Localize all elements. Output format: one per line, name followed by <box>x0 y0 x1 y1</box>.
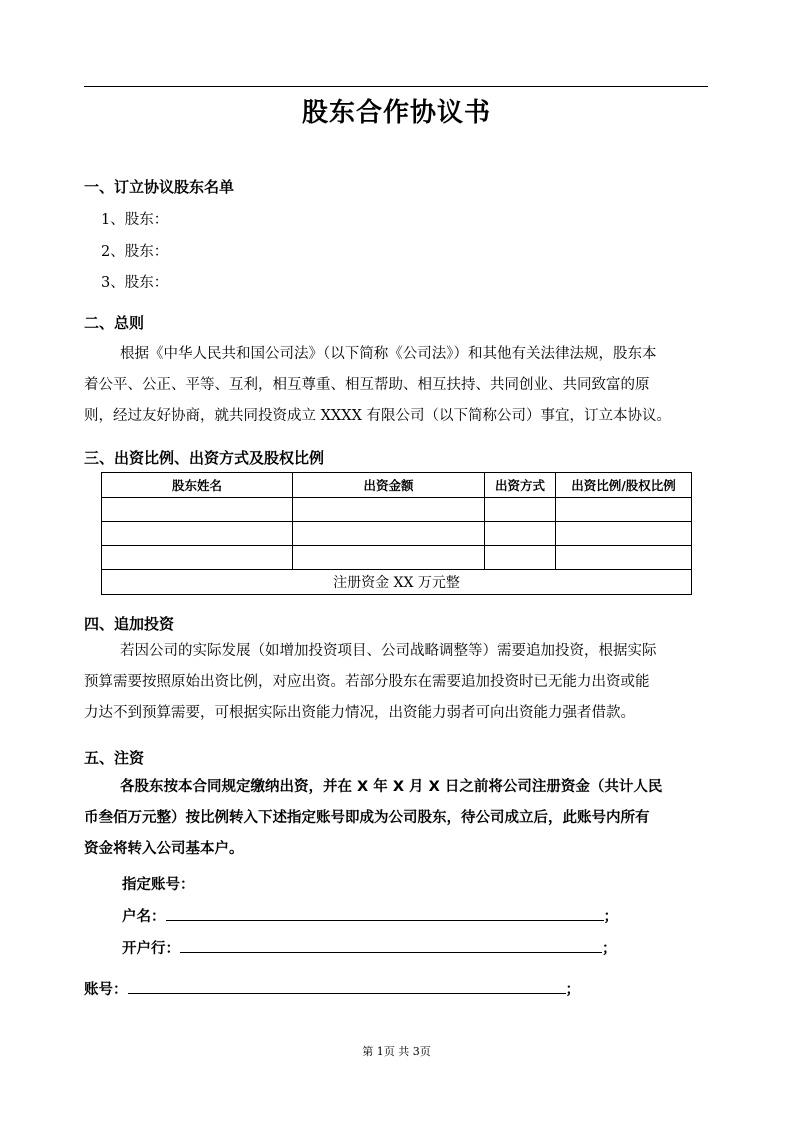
table-total-row <box>102 570 692 595</box>
paragraph-line: 若因公司的实际发展（如增加投资项目、公司战略调整等）需要追加投资，根据实际 <box>120 643 657 659</box>
table-row <box>102 546 692 570</box>
document-title: 股东合作协议书 <box>301 98 491 128</box>
designated-account-label: 指定账号： <box>122 877 195 893</box>
account-number-field <box>84 978 580 999</box>
table-row <box>102 522 692 546</box>
capital-injection-paragraph <box>84 772 710 865</box>
paragraph-line: 则，经过友好协商，就共同投资成立 XXXX 有限公司（以下简称公司）事宜，订立本协议。 <box>84 408 672 424</box>
field-terminator: ； <box>602 941 617 957</box>
section-1-heading: 一、订立协议股东名单 <box>84 178 235 196</box>
bank-field <box>122 937 617 958</box>
section-3-heading: 三、出资比例、出资方式及股权比例 <box>84 449 325 467</box>
field-terminator: ； <box>603 909 618 925</box>
account-holder-field <box>122 905 618 926</box>
field-terminator: ； <box>565 982 580 998</box>
shareholder-item-2: 2、股东： <box>101 244 169 260</box>
col-header-amount: 出资金额 <box>293 473 485 498</box>
table-header-row <box>102 473 692 498</box>
paragraph-line: 币叁佰万元整）按比例转入下述指定账号即成为公司股东，待公司成立后，此账号内所有 <box>84 810 650 826</box>
account-number-blank[interactable] <box>128 978 566 994</box>
paragraph-line: 预算需要按照原始出资比例，对应出资。若部分股东在需要追加投资时已无能力出资或能 <box>84 674 650 690</box>
page-number-footer: 第 1页 共 3页 <box>362 1045 431 1058</box>
section-5-heading: 五、注资 <box>84 749 145 767</box>
section-2-heading: 二、总则 <box>84 314 145 332</box>
account-holder-blank[interactable] <box>166 905 604 921</box>
investment-table <box>101 472 692 595</box>
general-principles-paragraph <box>84 339 710 432</box>
paragraph-line: 根据《中华人民共和国公司法》（以下简称《公司法》）和其他有关法律法规，股东本 <box>120 346 657 362</box>
bank-label: 开户行： <box>122 941 180 957</box>
shareholder-item-3: 3、股东： <box>101 275 169 291</box>
shareholder-item-1: 1、股东： <box>101 212 169 228</box>
col-header-ratio: 出资比例/股权比例 <box>556 473 692 498</box>
registered-capital-total: 注册资金 XX 万元整 <box>102 570 692 595</box>
paragraph-line: 着公平、公正、平等、互利，相互尊重、相互帮助、相互扶持、共同创业、共同致富的原 <box>84 377 650 393</box>
table-row <box>102 498 692 522</box>
col-header-name: 股东姓名 <box>102 473 293 498</box>
paragraph-line: 资金将转入公司基本户。 <box>84 841 244 857</box>
paragraph-line: 力达不到预算需要，可根据实际出资能力情况，出资能力弱者可向出资能力强者借款。 <box>84 705 635 721</box>
account-holder-label: 户名： <box>122 909 166 925</box>
bank-blank[interactable] <box>180 937 602 953</box>
additional-investment-paragraph <box>84 636 710 729</box>
account-number-label: 账号： <box>84 982 128 998</box>
col-header-method: 出资方式 <box>485 473 556 498</box>
paragraph-line: 各股东按本合同规定缴纳出资，并在 X 年 X 月 X 日之前将公司注册资金（共计人民 <box>120 779 663 795</box>
section-4-heading: 四、追加投资 <box>84 615 175 633</box>
header-rule <box>84 86 708 87</box>
